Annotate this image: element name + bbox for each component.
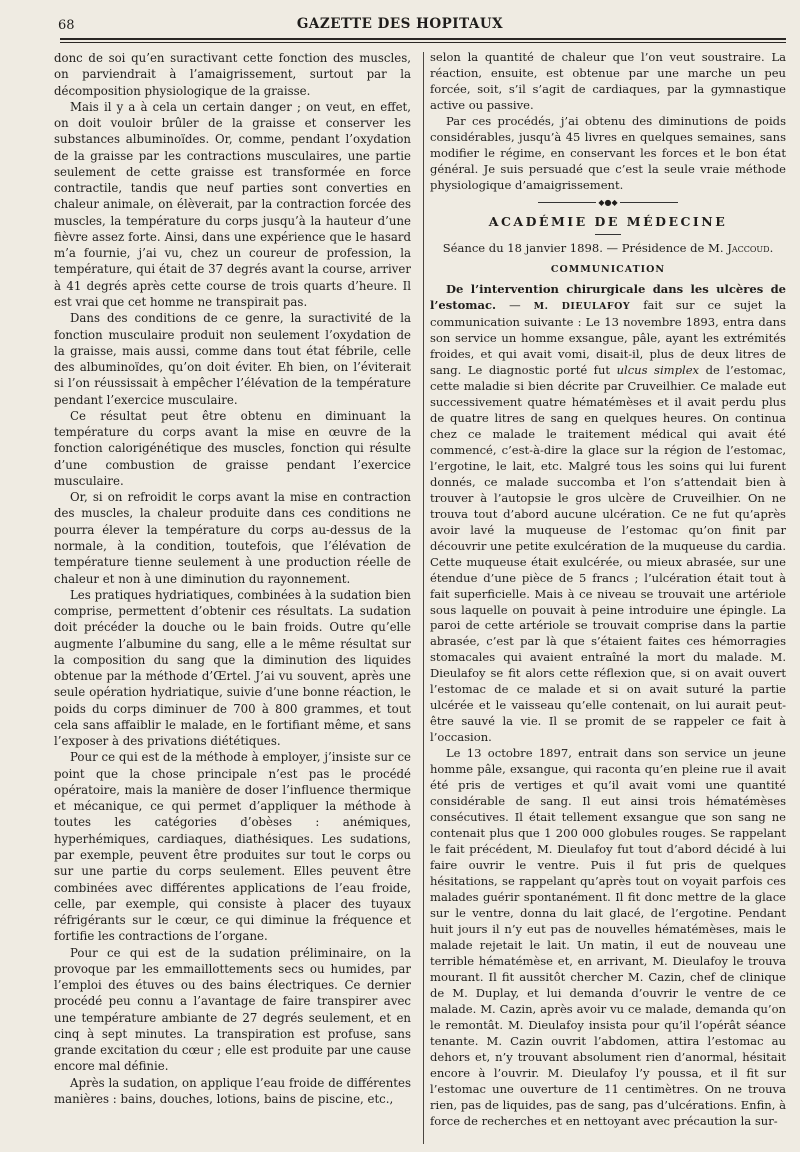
header-rule-thick [60,38,786,40]
right-column [430,50,786,1130]
paragraph: Après la sudation, on applique l’eau froide de différentes manières : bains, douches, lotions, bains de piscine, etc., [54,1075,411,1106]
paragraph: donc de soi qu’en suractivant cette fonction des muscles, on parviendrait à l’amaigrissement, surtout par la décomposition physiologique de la graisse. [54,51,411,98]
paragraph: Or, si on refroidit le corps avant la mise en contraction des muscles, la chaleur produite dans ces conditions ne pourra élever la température du corps au-dessus de la normale, à la condition, toutefois, que l’élévation de température tienne seulement à une production réelle de chaleur et non à une diminution du rayonnement. [54,490,411,586]
section-heading: ACADÉMIE DE MÉDECINE [488,213,728,229]
column-divider [423,52,424,1144]
page-number: 68 [58,18,75,33]
paragraph: Mais il y a à cela un certain danger ; on veut, en effet, on doit vouloir brûler de la graisse et conserver les substances albuminoïdes. Or, comme, pendant l’oxydation de la graisse par les contractions musculaires, une partie seulement de cette graisse est transformée en force contractile, tandis que neuf parties sont converties en chaleur animale, on élèverait, par la contraction forcée des muscles, la température du corps jusqu’à la hauteur d’une fièvre assez forte. Ainsi, dans une expérience que le hasard m’a fournie, j’ai vu, chez un coureur de profession, la température, qui était de 37 degrés avant la course, arriver à 41 degrés après cette course de trois quarts d’heure. Il est vrai que cet homme ne transpirait pas. [54,99,411,309]
article-text: fait sur ce sujet la communication suivante : Le 13 novembre 1893, entra dans son service un homme exsangue, pâle, ayant les extrémités froides, et qui avait vomi, disait-il, plus de deux litres de sang. Le diagnostic porté fut [430,297,786,377]
separator-line [620,202,678,203]
communication-label: COMMUNICATION [550,263,666,275]
speaker-name: M. DIEULAFOY [533,300,631,312]
seance-line [430,241,786,257]
header-rule-thin [60,42,786,43]
article-text: de l’estomac, cette maladie si bien décrite par Cruveilhier. Ce malade eut successivement quatre hématémèses et il avait perdu plus de quatre litres de sang en quelques heures. On continua chez ce malade le traitement médical qui avait été commencé, c’est-à-dire la glace sur la région de l’estomac, l’ergotine, le lait, etc. Malgré tous les soins qui lui furent donnés, ce malade succomba et l’on s’attendait bien à trouver à l’autopsie le gros ulcère de Cruveilhier. On ne trouva tout d’abord aucune ulcération. Ce ne fut qu’après avoir lavé la muqueuse de l’estomac qu’on finit par découvrir une petite exulcération de la muqueuse du cardia. Cette muqueuse était exulcérée, ou mieux abrasée, sur une étendue d’une pièce de 5 francs ; l’ulcération était tout à fait superficielle. Mais à ce niveau se trouvait une artériole sous laquelle on pouvait à peine introduire une épingle. La paroi de cette artériole se trouvait comprise dans la partie abrasée, c’est par là que s’étaient faites ces hémorragies stomacales qui avaient entraîné la mort du malade. M. Dieulafoy se fit alors cette réflexion que, si on avait ouvert l’estomac de ce malade et si on avait suturé la partie ulcérée et le vaisseau qu’elle contenait, on lui aurait peut-être sauvé la vie. Il se promit de se rappeler ce fait à l’occasion. [430,362,786,745]
ornament-icon: ◆●◆ [598,197,618,207]
article-title: De l’intervention chirurgicale dans les ulcères de l’estomac. [430,281,786,312]
paragraph: Pour ce qui est de la sudation préliminaire, on la provoque par les emmaillottements secs ou humides, par l’emploi des étuves ou des bains électriques. Ce dernier procédé peu connu a l’avantage de faire transpirer avec une température ambiante de 27 degrés seulement, et en cinq à sept minutes. La transpiration est profuse, sans grande excitation du cœur ; elle est produite par une cause encore mal définie. [54,945,411,1074]
paragraph: Les pratiques hydriatiques, combinées à la sudation bien comprise, permettent d’obtenir ces résultats. La sudation doit précéder la douche ou le bain froids. Outre qu’elle augmente l’albumine du sang, elle a le même résultat sur la composition du sang que la diminution des liquides obtenue par la méthode d’Œrtel. J’ai vu souvent, après une seule opération hydriatique, suivie d’une bonne réaction, le poids du corps diminuer de 700 à 800 grammes, et tout cela sans affaiblir le malade, en le fortifiant même, et sans l’exposer à des privations diététiques. [54,587,411,749]
latin-term: ulcus simplex [616,362,700,377]
title-dash: — [496,297,534,312]
section-separator [430,198,786,208]
separator-line [538,202,596,203]
running-title: GAZETTE DES HOPITAUX [296,16,504,32]
article-first-paragraph [430,282,786,747]
short-rule [595,234,621,235]
paragraph: Pour ce qui est de la méthode à employer, j’insiste sur ce point que la chose principale n’est pas le procédé opératoire, mais la manière de doser l’influence thermique et mécanique, ce qui permet d’appliquer la méthode à toutes les catégories d’obèses : anémiques, hyperhémiques, cardiaques, diathésiques. Les sudations, par exemple, peuvent être produites sur tout le corps ou sur une partie du corps seulement. Elles peuvent être combinées avec différentes applications de l’eau froide, celle, par exemple, qui consiste à placer des tuyaux réfrigérants sur le cœur, ce qui diminue la fréquence et fortifie les contractions de l’organe. [54,750,411,944]
paragraph: Par ces procédés, j’ai obtenu des diminutions de poids considérables, jusqu’à 45 livres en quelques semaines, sans modifier le régime, en conservant les forces et le bon état général. Je suis persuadé que c’est la seule vraie méthode physiologique d’amaigrissement. [430,113,786,192]
paragraph: Dans des conditions de ce genre, la suractivité de la fonction musculaire produit non seulement l’oxydation de la graisse, mais aussi, comme dans tout état fébrile, celle des albuminoïdes, qu’on doit éviter. Eh bien, on l’éviterait si l’on réussissait à empêcher l’élévation de la température pendant l’exercice musculaire. [54,311,411,407]
paragraph: Le 13 octobre 1897, entrait dans son service un jeune homme pâle, exsangue, qui raconta qu’en pleine rue il avait été pris de vertiges et qu’il avait vomi une quantité considérable de sang. Il eut ainsi trois hématémèses consécutives. Il était tellement exsangue que son sang ne contenait plus que 1 200 000 globules rouges. Se rappelant le fait précédent, M. Dieulafoy fut tout d’abord décidé à lui faire ouvrir le ventre. Puis il fut pris de quelques hésitations, se rappelant qu’après tout on voyait parfois ces malades guérir spontanément. Il fit donc mettre de la glace sur le ventre, donna du lait glacé, de l’ergotine. Pendant huit jours il n’y eut pas de nouvelles hématémèses, mais le malade rejetait le lait. Un matin, il eut de nouveau une terrible hématémèse et, en arrivant, M. Dieulafoy le trouva mourant. Il fit aussitôt chercher M. Cazin, chef de clinique de M. Duplay, et lui demanda d’ouvrir le ventre de ce malade. M. Cazin, après avoir vu ce malade, demanda qu’on le remontât. M. Dieulafoy insista pour qu’il l’opérât séance tenante. M. Cazin ouvrit l’abdomen, attira l’estomac au dehors et, n’y trouvant absolument rien d’anormal, hésitait encore à l’ouvrir. M. Dieulafoy l’y poussa, et il fit sur l’estomac une ouverture de 11 centimètres. On ne trouva rien, pas de liquides, pas de sang, pas d’ulcérations. Enfin, à force de recherches et en nettoyant avec précaution la sur- [430,746,786,1128]
seance-suffix: . [769,240,774,255]
president-name: Jaccoud [727,240,770,255]
paragraph: Ce résultat peut être obtenu en diminuant la température du corps avant la mise en œuvre de la fonction calorigénétique des muscles, fonction qui résulte d’une combustion de graisse pendant l’exercice musculaire. [54,408,411,488]
paragraph: selon la quantité de chaleur que l’on veut soustraire. La réaction, ensuite, est obtenue par une marche un peu forcée, soit, s’il s’agit de cardiaques, par la gymnastique active ou passive. [430,50,786,112]
seance-prefix: Séance du 18 janvier 1898. — Présidence de M. [442,240,728,255]
left-column [54,50,411,1107]
